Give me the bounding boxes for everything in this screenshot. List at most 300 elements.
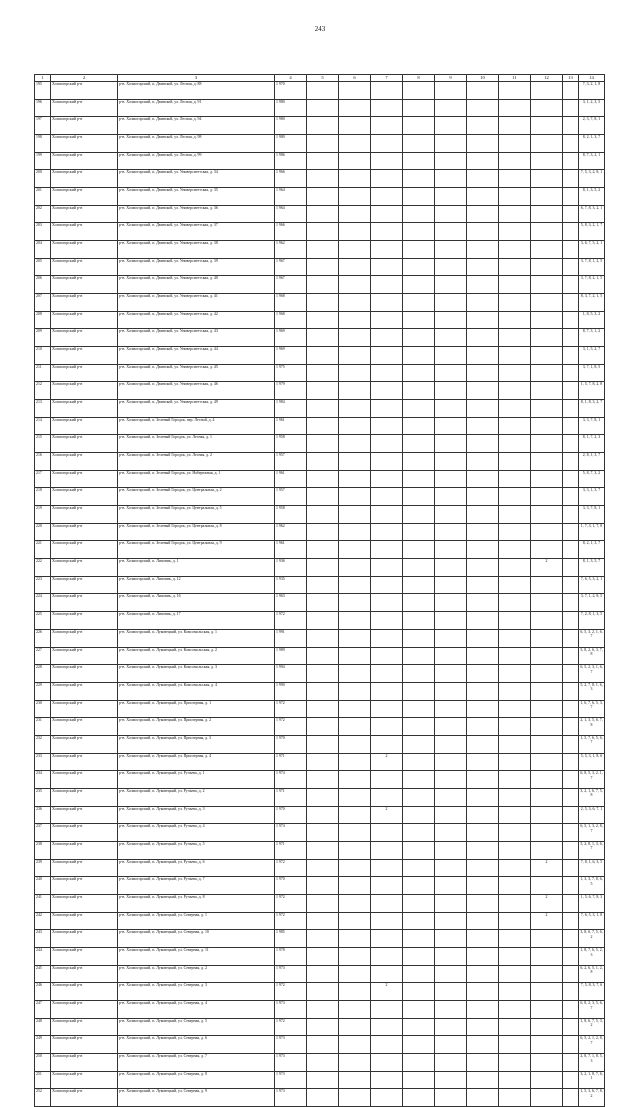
col9-cell	[435, 912, 467, 930]
col8-cell	[403, 488, 435, 506]
address-cell: р-н. Холмогорский, п. Зеленый Городок, ул. Центральная, д. 9	[118, 541, 275, 559]
cadastre-codes-cell: 3, 3, 7, 8, 1	[579, 506, 605, 524]
col6-cell	[339, 470, 371, 488]
col8-cell	[403, 983, 435, 1001]
cadastre-codes-cell: 6, 5, 2, 1, 2, 8, 7	[579, 1036, 605, 1054]
row-number: 223	[35, 576, 51, 594]
col12-cell	[531, 647, 563, 665]
col13-cell	[563, 841, 579, 859]
row-number: 225	[35, 612, 51, 630]
col11-cell	[499, 647, 531, 665]
year-cell: 1 970	[275, 82, 307, 100]
cadastre-codes-cell: 2, 3, 7, 8, 1	[579, 117, 605, 135]
row-number: 221	[35, 541, 51, 559]
row-number: 201	[35, 188, 51, 206]
col7-cell	[371, 117, 403, 135]
row-number: 228	[35, 665, 51, 683]
region-cell: Холмогорский р-н	[51, 205, 118, 223]
col6-cell	[339, 347, 371, 365]
table-row	[35, 594, 605, 612]
col12-cell	[531, 311, 563, 329]
col5-cell	[307, 117, 339, 135]
col10-cell	[467, 82, 499, 100]
col11-cell	[499, 541, 531, 559]
table-row	[35, 1089, 605, 1107]
year-cell: 1 978	[275, 947, 307, 965]
col5-cell	[307, 965, 339, 983]
col8-cell	[403, 241, 435, 259]
table-row	[35, 294, 605, 312]
col9-cell	[435, 612, 467, 630]
col12-cell	[531, 400, 563, 418]
col10-cell	[467, 347, 499, 365]
col13-cell	[563, 665, 579, 683]
col6-cell	[339, 294, 371, 312]
col13-cell	[563, 382, 579, 400]
address-cell: р-н. Холмогорский, п. Луковецкий, ул. Приозерная, д. 4	[118, 753, 275, 771]
col8-cell	[403, 700, 435, 718]
col7-cell	[371, 400, 403, 418]
col11-cell	[499, 294, 531, 312]
col12-cell	[531, 453, 563, 471]
col11-cell	[499, 329, 531, 347]
col10-cell	[467, 894, 499, 912]
address-cell: р-н. Холмогорский, п. Луковецкий, ул. Комсомольская, д. 3	[118, 665, 275, 683]
col5-cell	[307, 1053, 339, 1071]
col9-cell	[435, 824, 467, 842]
row-number: 218	[35, 488, 51, 506]
address-cell: р-н. Холмогорский, п. Зеленый Городок, пер. Лесной, д. 4	[118, 417, 275, 435]
year-cell: 1 972	[275, 1018, 307, 1036]
cadastre-codes-cell: 5, 5, 3, 1, 8, 6	[579, 753, 605, 771]
col7-cell	[371, 364, 403, 382]
col12-cell	[531, 364, 563, 382]
row-number: 246	[35, 983, 51, 1001]
address-cell: р-н. Холмогорский, п. Луковецкий, ул. Северная, д. 10	[118, 930, 275, 948]
year-cell: 1 973	[275, 1053, 307, 1071]
col8-cell	[403, 152, 435, 170]
col5-cell	[307, 241, 339, 259]
table-row	[35, 223, 605, 241]
col9-cell	[435, 788, 467, 806]
col7-cell	[371, 82, 403, 100]
row-number: 238	[35, 841, 51, 859]
row-number: 252	[35, 1089, 51, 1107]
col8-cell	[403, 223, 435, 241]
col13-cell	[563, 894, 579, 912]
cadastre-codes-cell: 1, 6, 7, 6, 5, 3, 7	[579, 700, 605, 718]
region-cell: Холмогорский р-н	[51, 294, 118, 312]
col13-cell	[563, 718, 579, 736]
row-number: 197	[35, 117, 51, 135]
col8-cell	[403, 523, 435, 541]
col8-cell	[403, 612, 435, 630]
col8-cell	[403, 806, 435, 824]
col5-cell	[307, 647, 339, 665]
col11-cell	[499, 347, 531, 365]
col9-cell	[435, 117, 467, 135]
col10-cell	[467, 276, 499, 294]
col7-cell	[371, 258, 403, 276]
col8-cell	[403, 400, 435, 418]
col12-cell: 2	[531, 559, 563, 577]
row-number: 236	[35, 806, 51, 824]
cadastre-codes-cell: 1, 5, 6, 7, 8, 3	[579, 894, 605, 912]
region-cell: Холмогорский р-н	[51, 488, 118, 506]
col12-cell	[531, 1036, 563, 1054]
region-cell: Холмогорский р-н	[51, 523, 118, 541]
col9-cell	[435, 771, 467, 789]
col9-cell	[435, 223, 467, 241]
col6-cell	[339, 241, 371, 259]
address-cell: р-н. Холмогорский, п. Луковецкий, ул. Ручьева, д. 8	[118, 894, 275, 912]
table-row	[35, 647, 605, 665]
cadastre-codes-cell: 7, 3, 2, 1, 8	[579, 82, 605, 100]
year-cell: 1 958	[275, 435, 307, 453]
row-number: 242	[35, 912, 51, 930]
col12-cell	[531, 1053, 563, 1071]
col6-cell	[339, 930, 371, 948]
col10-cell	[467, 824, 499, 842]
col12-cell	[531, 329, 563, 347]
address-cell: р-н. Холмогорский, п. Двинской, ул. Университетская, д. 35	[118, 188, 275, 206]
region-cell: Холмогорский р-н	[51, 930, 118, 948]
cadastre-codes-cell: 6, 5, 1, 3, 2, 8, 7	[579, 824, 605, 842]
col11-cell	[499, 488, 531, 506]
table-row	[35, 629, 605, 647]
col12-cell	[531, 718, 563, 736]
col8-cell	[403, 771, 435, 789]
cadastre-codes-cell: 2, 5, 3, 6, 7, 1	[579, 806, 605, 824]
year-cell: 1 957	[275, 453, 307, 471]
col12-cell	[531, 135, 563, 153]
table-row	[35, 1071, 605, 1089]
col13-cell	[563, 824, 579, 842]
cadastre-codes-cell: 1, 5, 7, 6, 5, 6, 7	[579, 735, 605, 753]
cadastre-codes-cell: 1, 3, 3, 7, 8, 6, 5	[579, 877, 605, 895]
col6-cell	[339, 99, 371, 117]
col7-cell	[371, 1053, 403, 1071]
col8-cell	[403, 877, 435, 895]
col8-cell	[403, 735, 435, 753]
address-cell: р-н. Холмогорский, п. Луковецкий, ул. Северная, д. 1	[118, 912, 275, 930]
col9-cell	[435, 329, 467, 347]
col5-cell	[307, 983, 339, 1001]
table-row	[35, 541, 605, 559]
col12-cell: 2	[531, 894, 563, 912]
column-header-7: 7	[371, 75, 403, 82]
col11-cell	[499, 1053, 531, 1071]
col13-cell	[563, 612, 579, 630]
col10-cell	[467, 877, 499, 895]
region-cell: Холмогорский р-н	[51, 859, 118, 877]
region-cell: Холмогорский р-н	[51, 806, 118, 824]
row-number: 247	[35, 1000, 51, 1018]
row-number: 232	[35, 735, 51, 753]
column-header-3: 3	[118, 75, 275, 82]
col12-cell	[531, 576, 563, 594]
col13-cell	[563, 965, 579, 983]
cadastre-codes-cell: 7, 2, 8, 1, 3, 5	[579, 612, 605, 630]
col5-cell	[307, 276, 339, 294]
col12-cell	[531, 170, 563, 188]
col9-cell	[435, 276, 467, 294]
address-cell: р-н. Холмогорский, п. Двинской, ул. Университетская, д. 39	[118, 258, 275, 276]
col6-cell	[339, 135, 371, 153]
col6-cell	[339, 488, 371, 506]
col5-cell	[307, 629, 339, 647]
region-cell: Холмогорский р-н	[51, 841, 118, 859]
row-number: 204	[35, 241, 51, 259]
col11-cell	[499, 665, 531, 683]
address-cell: р-н. Холмогорский, п. Луковецкий, ул. Ручьева, д. 1	[118, 771, 275, 789]
row-number: 196	[35, 99, 51, 117]
region-cell: Холмогорский р-н	[51, 718, 118, 736]
col8-cell	[403, 965, 435, 983]
address-cell: р-н. Холмогорский, п. Двинской, ул. Лесная, д. 91	[118, 99, 275, 117]
col5-cell	[307, 735, 339, 753]
cadastre-codes-cell: 3, 2, 1, 8, 7, 6, 1	[579, 1071, 605, 1089]
row-number: 220	[35, 523, 51, 541]
col9-cell	[435, 576, 467, 594]
column-header-13: 13	[563, 75, 579, 82]
col11-cell	[499, 99, 531, 117]
col5-cell	[307, 205, 339, 223]
region-cell: Холмогорский р-н	[51, 347, 118, 365]
col10-cell	[467, 771, 499, 789]
region-cell: Холмогорский р-н	[51, 1018, 118, 1036]
address-cell: р-н. Холмогорский, п. Луковецкий, ул. Северная, д. 8	[118, 1071, 275, 1089]
row-number: 215	[35, 435, 51, 453]
col13-cell	[563, 541, 579, 559]
table-row	[35, 82, 605, 100]
col7-cell	[371, 506, 403, 524]
col12-cell	[531, 117, 563, 135]
year-cell: 1 973	[275, 965, 307, 983]
col10-cell	[467, 453, 499, 471]
col8-cell	[403, 470, 435, 488]
address-cell: р-н. Холмогорский, п. Луковецкий, ул. Приозерная, д. 3	[118, 735, 275, 753]
housing-register-table	[34, 74, 605, 1107]
cadastre-codes-cell: 1, 5, 3, 6, 7, 8, 2	[579, 1089, 605, 1107]
table-row	[35, 559, 605, 577]
address-cell: р-н. Холмогорский, п. Луковецкий, ул. Ручьева, д. 7	[118, 877, 275, 895]
table-row	[35, 453, 605, 471]
col5-cell	[307, 824, 339, 842]
cadastre-codes-cell: 3, 7, 1, 2, 8, 5	[579, 594, 605, 612]
cadastre-codes-cell: 3, 6, 7, 5, 2, 1	[579, 241, 605, 259]
col11-cell	[499, 152, 531, 170]
col8-cell	[403, 453, 435, 471]
col6-cell	[339, 824, 371, 842]
year-cell: 1 972	[275, 912, 307, 930]
col9-cell	[435, 241, 467, 259]
column-header-5: 5	[307, 75, 339, 82]
col5-cell	[307, 576, 339, 594]
region-cell: Холмогорский р-н	[51, 1071, 118, 1089]
col5-cell	[307, 170, 339, 188]
col13-cell	[563, 488, 579, 506]
col10-cell	[467, 188, 499, 206]
year-cell: 1 991	[275, 629, 307, 647]
col8-cell	[403, 894, 435, 912]
col12-cell	[531, 523, 563, 541]
col6-cell	[339, 735, 371, 753]
col11-cell	[499, 417, 531, 435]
col9-cell	[435, 506, 467, 524]
col9-cell	[435, 205, 467, 223]
col5-cell	[307, 947, 339, 965]
row-number: 230	[35, 700, 51, 718]
region-cell: Холмогорский р-н	[51, 329, 118, 347]
col6-cell	[339, 1000, 371, 1018]
col7-cell	[371, 294, 403, 312]
col13-cell	[563, 912, 579, 930]
col13-cell	[563, 470, 579, 488]
col5-cell	[307, 329, 339, 347]
address-cell: р-н. Холмогорский, п. Луковецкий, ул. Северная, д. 7	[118, 1053, 275, 1071]
col5-cell	[307, 1071, 339, 1089]
table-row	[35, 205, 605, 223]
col5-cell	[307, 841, 339, 859]
col10-cell	[467, 682, 499, 700]
cadastre-codes-cell: 5, 8, 2, 6, 3, 7, 8	[579, 647, 605, 665]
row-number: 222	[35, 559, 51, 577]
region-cell: Холмогорский р-н	[51, 1000, 118, 1018]
table-row	[35, 771, 605, 789]
col5-cell	[307, 1000, 339, 1018]
year-cell: 1 972	[275, 700, 307, 718]
col12-cell: 2	[531, 859, 563, 877]
col8-cell	[403, 824, 435, 842]
col8-cell	[403, 329, 435, 347]
address-cell: р-н. Холмогорский, п. Зеленый Городок, ул. Лесная, д. 1	[118, 435, 275, 453]
col9-cell	[435, 718, 467, 736]
col8-cell	[403, 170, 435, 188]
col5-cell	[307, 682, 339, 700]
col8-cell	[403, 647, 435, 665]
col12-cell	[531, 82, 563, 100]
col10-cell	[467, 382, 499, 400]
column-header-12: 12	[531, 75, 563, 82]
col13-cell	[563, 1071, 579, 1089]
col5-cell	[307, 417, 339, 435]
table-row	[35, 894, 605, 912]
cadastre-codes-cell: 6, 7, 8, 3, 2, 1	[579, 205, 605, 223]
year-cell: 1 986	[275, 152, 307, 170]
col6-cell	[339, 718, 371, 736]
row-number: 240	[35, 877, 51, 895]
col10-cell	[467, 965, 499, 983]
table-row	[35, 258, 605, 276]
col6-cell	[339, 665, 371, 683]
region-cell: Холмогорский р-н	[51, 506, 118, 524]
table-row	[35, 877, 605, 895]
col9-cell	[435, 541, 467, 559]
col9-cell	[435, 682, 467, 700]
col7-cell	[371, 1071, 403, 1089]
col5-cell	[307, 364, 339, 382]
table-row	[35, 841, 605, 859]
col5-cell	[307, 1089, 339, 1107]
col12-cell	[531, 347, 563, 365]
col7-cell	[371, 877, 403, 895]
row-number: 209	[35, 329, 51, 347]
table-row	[35, 859, 605, 877]
col7-cell	[371, 99, 403, 117]
region-cell: Холмогорский р-н	[51, 382, 118, 400]
col6-cell	[339, 382, 371, 400]
region-cell: Холмогорский р-н	[51, 983, 118, 1001]
col7-cell	[371, 453, 403, 471]
col6-cell	[339, 1071, 371, 1089]
col13-cell	[563, 276, 579, 294]
col8-cell	[403, 506, 435, 524]
col9-cell	[435, 930, 467, 948]
col10-cell	[467, 506, 499, 524]
col11-cell	[499, 453, 531, 471]
col9-cell	[435, 488, 467, 506]
address-cell: р-н. Холмогорский, п. Луковецкий, ул. Ручьева, д. 3	[118, 806, 275, 824]
col5-cell	[307, 1018, 339, 1036]
col10-cell	[467, 1089, 499, 1107]
year-cell: 1 964	[275, 205, 307, 223]
col13-cell	[563, 294, 579, 312]
col9-cell	[435, 523, 467, 541]
col8-cell	[403, 912, 435, 930]
col9-cell	[435, 1000, 467, 1018]
row-number: 237	[35, 824, 51, 842]
col10-cell	[467, 983, 499, 1001]
col11-cell	[499, 1000, 531, 1018]
cadastre-codes-cell: 3, 3, 7, 8, 1	[579, 417, 605, 435]
address-cell: р-н. Холмогорский, п. Луковецкий, ул. Северная, д. 6	[118, 1036, 275, 1054]
col11-cell	[499, 135, 531, 153]
col10-cell	[467, 700, 499, 718]
year-cell: 1 980	[275, 135, 307, 153]
region-cell: Холмогорский р-н	[51, 311, 118, 329]
col10-cell	[467, 258, 499, 276]
col12-cell	[531, 1071, 563, 1089]
col13-cell	[563, 947, 579, 965]
col13-cell	[563, 364, 579, 382]
region-cell: Холмогорский р-н	[51, 1036, 118, 1054]
cadastre-codes-cell: 6, 5, 2, 3, 1, 6, 7	[579, 665, 605, 683]
col11-cell	[499, 470, 531, 488]
cadastre-codes-cell: 8, 7, 3, 2, 1	[579, 152, 605, 170]
row-number: 213	[35, 400, 51, 418]
year-cell: 1 964	[275, 188, 307, 206]
col10-cell	[467, 488, 499, 506]
col13-cell	[563, 1089, 579, 1107]
col8-cell	[403, 1053, 435, 1071]
col11-cell	[499, 276, 531, 294]
col9-cell	[435, 559, 467, 577]
col6-cell	[339, 417, 371, 435]
table-row	[35, 188, 605, 206]
col10-cell	[467, 470, 499, 488]
col6-cell	[339, 506, 371, 524]
col13-cell	[563, 771, 579, 789]
address-cell: р-н. Холмогорский, п. Двинской, ул. Университетская, д. 36	[118, 205, 275, 223]
col10-cell	[467, 612, 499, 630]
col9-cell	[435, 82, 467, 100]
table-row	[35, 718, 605, 736]
col12-cell	[531, 629, 563, 647]
address-cell: р-н. Холмогорский, п. Двинской, ул. Университетская, д. 44	[118, 347, 275, 365]
col11-cell	[499, 947, 531, 965]
cadastre-codes-cell: 1, 5, 7, 8, 2, 8	[579, 382, 605, 400]
